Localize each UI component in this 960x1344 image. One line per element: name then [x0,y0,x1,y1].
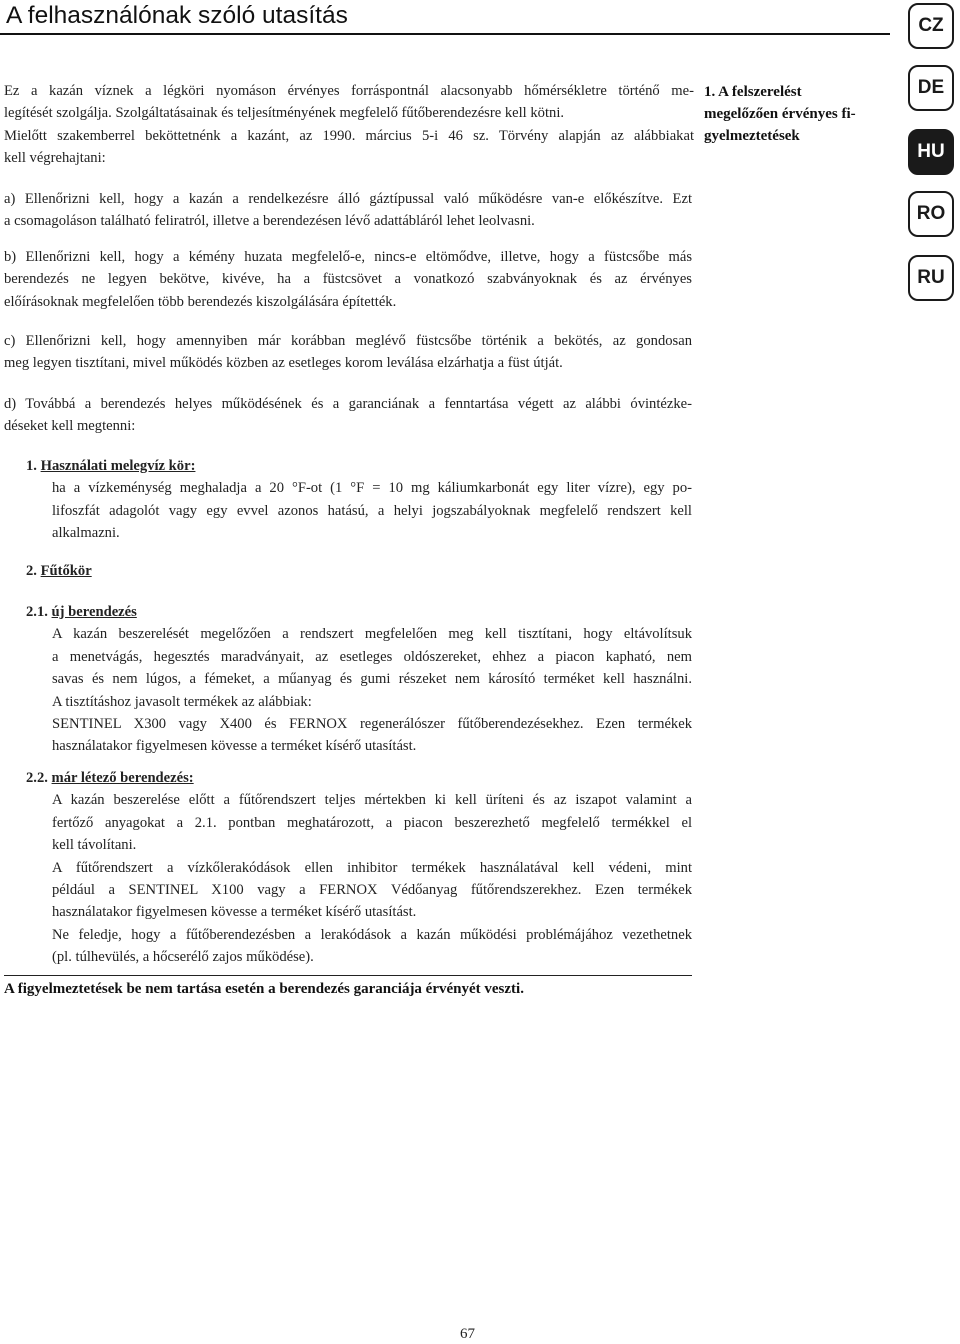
section-2-1-line: a menetvágás, hegesztés maradványait, az esetleges oldószereket, ehhez a piacon kapható, nem [52,648,692,665]
section-2-1-line: A tisztításhoz javasolt termékek az alábbiak: [52,693,312,710]
section-2-1-title: új berendezés [51,604,137,620]
section-2-2-existing-system [26,767,692,969]
item-c-line: c) Ellenőrizni kell, hogy amennyiben már korábban meglévő füstcsőbe történik a bekötés, az gondosan [4,333,692,349]
section-2-number: 2. [26,563,37,579]
section-2-2-line: A fűtőrendszert a vízkőlerakódások ellen inhibitor termékek használatával kell védeni, mint [52,859,692,876]
item-d-paragraph [4,393,692,438]
item-c-line: meg legyen tisztítani, mivel működés közben az esetleges korom leválása elzárhatja a füst útját. [4,355,563,372]
section-2-2-line: Ne feledje, hogy a fűtőberendezésben a lerakódások a kazán működési problémájához vezethetnek [52,926,692,943]
section-2-2-line: például a SENTINEL X100 vagy a FERNOX Védőanyag fűtőrendszerekhez. Ezen termékek [52,882,692,899]
tab-language-de[interactable]: DE [908,65,954,111]
intro-line: legítését szolgálja. Szolgáltatásainak és teljesítményének megfelelő fűtőberendezésre kell kötni. [4,105,565,122]
intro-line: Mielőtt szakemberrel beköttetnénk a kazánt, az 1990. március 5-i 46 sz. Törvény alapján az alábbiakat [4,127,694,144]
section-1-heading [26,455,692,477]
section-2-2-line: (pl. túlhevülés, a hőcserélő zajos működése). [52,949,314,966]
intro-line: kell végrehajtani: [4,150,106,167]
section-2-2-title: már létező berendezés: [51,770,194,786]
section-2-2-line: fertőző anyagokat a 2.1. pontban meghatározott, a piacon beszerezhető megfelelő termékkel el [52,814,692,831]
title-divider [0,33,890,35]
section-1-title: Használati melegvíz kör: [40,458,196,474]
section-1-line: lifoszfát adagolót vagy egy evvel azonos hatású, a helyi jogszabályoknak megfelelő rendszert kell [52,502,692,519]
page-title: A felhasználónak szóló utasítás [6,2,348,29]
item-b-line: b) Ellenőrizni kell, hogy a kémény huzata megfelelő-e, nincs-e eltömődve, illetve, hogy a füstcsőbe más [4,249,692,265]
section-2-2-line: kell távolítani. [52,837,137,854]
section-2-2-heading [26,767,692,789]
intro-line: Ez a kazán víznek a légköri nyomáson érvényes forráspontnál alacsonyabb hőmérsékletre történő me- [4,83,694,99]
item-c-paragraph [4,330,692,375]
section-2-heading [26,560,692,582]
section-2-heating [26,560,692,582]
section-2-2-number: 2.2. [26,770,48,786]
item-a-paragraph [4,188,692,233]
item-d-line: déseket kell megtenni: [4,418,136,435]
item-a-line: a) Ellenőrizni kell, hogy a kazán a rendelkezésre álló gáztípussal való működésre van-e előkészítve. Ezt [4,191,692,207]
item-b-line: berendezés ne legyen bekötve, kivéve, ha a füstcsövet a vonatkozó szabványoknak és az érvényes [4,271,692,288]
item-b-line: előírásoknak megfelelően több berendezés kiszolgálására építették. [4,293,397,310]
page-number: 67 [460,1326,475,1342]
section-2-1-line: használatakor figyelmesen kövesse a terméket kísérő utasítást. [52,738,417,755]
side-heading-line: megelőzően érvényes fi- [704,106,856,122]
section-2-1-line: SENTINEL X300 vagy X400 és FERNOX regenerálószer fűtőberendezésekhez. Ezen termékek [52,716,692,733]
section-2-2-line: A kazán beszerelése előtt a fűtőrendszert teljes mértekben ki kell üríteni és az iszapot valamint a [52,792,692,809]
section-side-heading [704,81,894,147]
section-2-title: Fűtőkör [40,563,92,579]
intro-paragraph [4,80,694,170]
section-1-number: 1. [26,458,37,474]
section-2-2-line: használatakor figyelmesen kövesse a terméket kísérő utasítást. [52,904,417,921]
section-2-1-line: A kazán beszerelését megelőzően a rendszert megfelelően meg kell tisztítani, hogy eltávolítsuk [52,626,692,643]
section-2-1-heading [26,601,692,623]
tab-language-ro[interactable]: RO [908,191,954,237]
item-a-line: a csomagoláson található feliratról, illetve a berendezésen lévő adattábláról lehet leolvasni. [4,213,535,230]
item-b-paragraph [4,246,692,313]
warning-divider [4,975,692,976]
item-d-line: d) Továbbá a berendezés helyes működésének és a garanciának a fenntartása végett az alábbi óvintézke- [4,396,692,412]
tab-language-ru[interactable]: RU [908,255,954,301]
side-heading-line: gyelmeztetések [704,128,800,144]
tab-language-cz[interactable]: CZ [908,3,954,49]
warranty-warning: A figyelmeztetések be nem tartása esetén a berendezés garanciája érvényét veszti. [4,981,524,997]
tab-language-hu[interactable]: HU [908,129,954,175]
section-1-hot-water [26,455,692,545]
section-1-line: ha a vízkeménység meghaladja a 20 °F-ot (1 °F = 10 mg káliumkarbonát egy liter vízre), egy po- [52,480,692,497]
section-1-line: alkalmazni. [52,525,120,542]
section-2-1-line: savas és nem lúgos, a fémeket, a műanyag és gumi részeket nem károsító terméket kell használni. [52,671,692,688]
section-2-1-new-system [26,601,692,758]
section-2-1-number: 2.1. [26,604,48,620]
side-heading-line: 1. A felszerelést [704,84,802,100]
